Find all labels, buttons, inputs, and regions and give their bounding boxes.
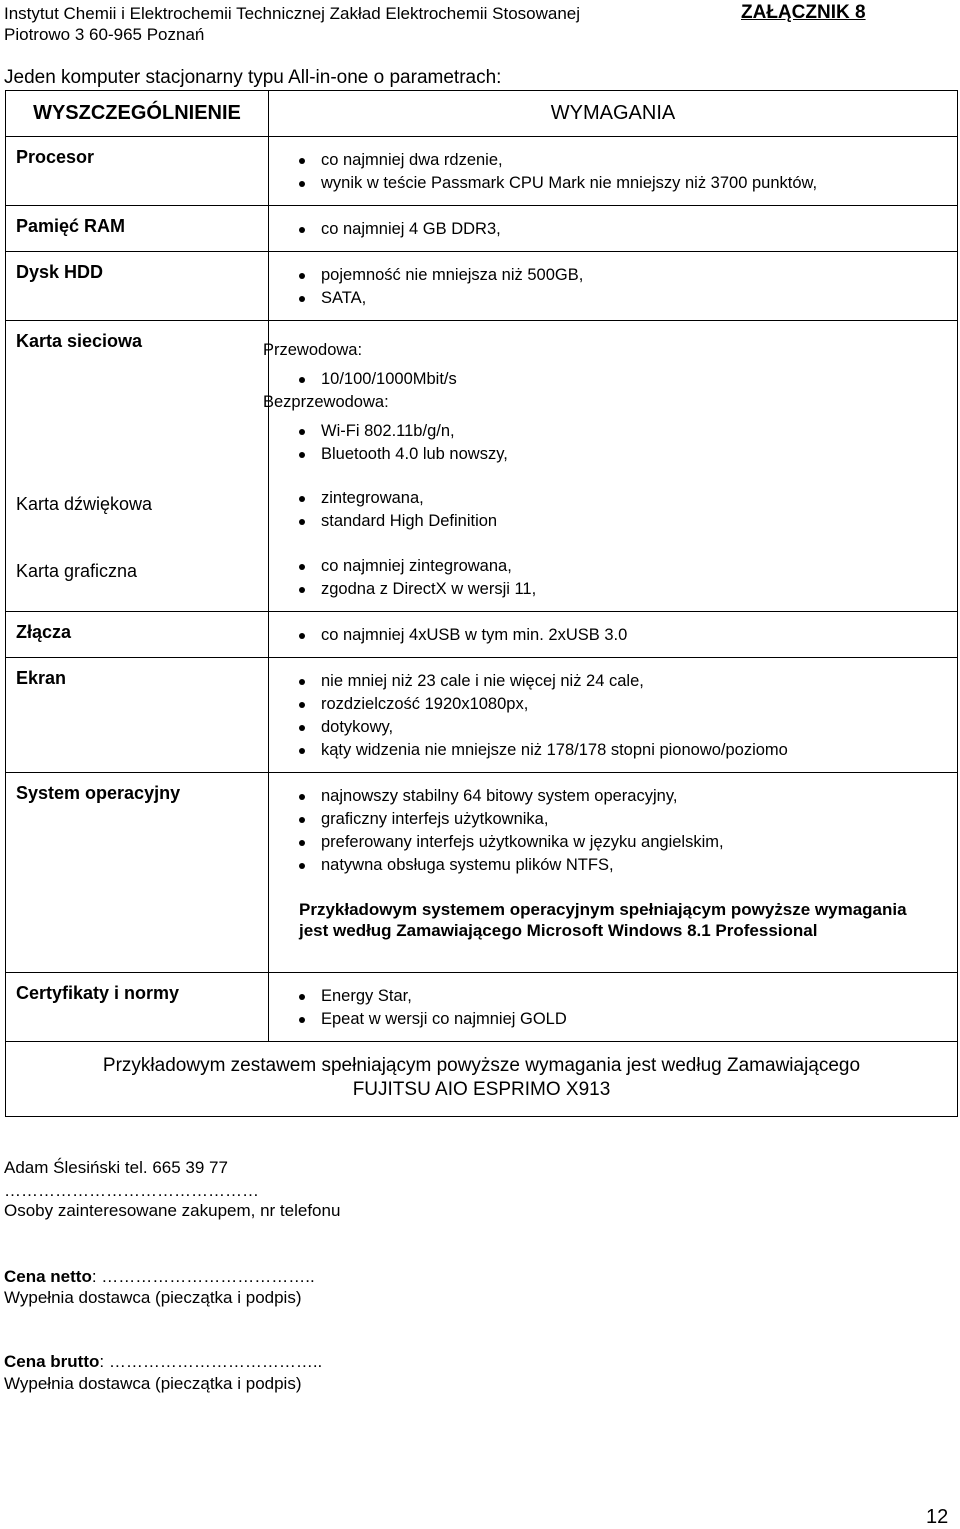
list-item: co najmniej 4 GB DDR3,	[269, 218, 957, 241]
row-value-screen	[269, 658, 958, 773]
net-label: Karta sieciowa	[16, 331, 143, 351]
row-label-ports: Złącza	[6, 612, 269, 658]
row-value-ports	[269, 612, 958, 658]
row-label-cpu: Procesor	[6, 137, 269, 206]
contact-person: Adam Ślesiński tel. 665 39 77	[4, 1158, 228, 1177]
gross-price-label: Cena brutto	[4, 1352, 100, 1371]
table-row	[6, 973, 958, 1042]
net-price-caption: Wypełnia dostawca (pieczątka i podpis)	[4, 1288, 302, 1307]
list-item: standard High Definition	[269, 510, 957, 533]
net-price-label: Cena netto	[4, 1267, 92, 1286]
list-item: Wi-Fi 802.11b/g/n,	[269, 420, 957, 443]
list-item: SATA,	[269, 287, 957, 310]
table-header-row	[6, 91, 958, 137]
row-value-os	[269, 773, 958, 973]
row-label-ram: Pamięć RAM	[6, 206, 269, 252]
row-label-net	[6, 321, 269, 612]
row-value-cpu	[269, 137, 958, 206]
list-item: rozdzielczość 1920x1080px,	[269, 693, 957, 716]
table-row	[6, 612, 958, 658]
annex-label: ZAŁĄCZNIK 8	[741, 2, 866, 23]
row-value-hdd	[269, 252, 958, 321]
list-item: natywna obsługa systemu plików NTFS,	[269, 854, 957, 877]
list-item: pojemność nie mniejsza niż 500GB,	[269, 264, 957, 287]
persons-caption: Osoby zainteresowane zakupem, nr telefonu	[4, 1201, 341, 1220]
row-label-screen: Ekran	[6, 658, 269, 773]
table-row	[6, 321, 958, 612]
table-row	[6, 773, 958, 973]
net-price-dots: : ………………………………..	[91, 1267, 315, 1286]
list-item: Bluetooth 4.0 lub nowszy,	[269, 443, 957, 466]
os-label: System operacyjny	[16, 783, 181, 803]
list-item: zintegrowana,	[269, 487, 957, 510]
net-price-line	[4, 1266, 315, 1287]
list-item: zgodna z DirectX w wersji 11,	[269, 578, 957, 601]
col-header-right: WYMAGANIA	[269, 91, 958, 137]
list-item: wynik w teście Passmark CPU Mark nie mniejszy niż 3700 punktów,	[269, 172, 957, 195]
table-row	[6, 658, 958, 773]
table-row	[6, 252, 958, 321]
row-label-gpu: Karta graficzna	[16, 561, 138, 581]
list-item: kąty widzenia nie mniejsze niż 178/178 stopni pionowo/poziomo	[269, 739, 957, 762]
list-item: najnowszy stabilny 64 bitowy system operacyjny,	[269, 785, 957, 808]
spec-table	[5, 90, 958, 1117]
row-value-ram	[269, 206, 958, 252]
list-item: co najmniej dwa rdzenie,	[269, 149, 957, 172]
row-label-hdd: Dysk HDD	[6, 252, 269, 321]
gross-price-line	[4, 1351, 322, 1372]
list-item: 10/100/1000Mbit/s	[269, 368, 957, 391]
table-row	[6, 206, 958, 252]
list-item: Epeat w wersji co najmniej GOLD	[269, 1008, 957, 1031]
table-summary-row	[6, 1042, 958, 1117]
row-label-sound: Karta dźwiękowa	[16, 494, 153, 514]
list-item: Energy Star,	[269, 985, 957, 1008]
summary-cell	[6, 1042, 958, 1117]
page-number: 12	[926, 1506, 949, 1528]
os-example-note: Przykładowym systemem operacyjnym spełniającym powyższe wymagania jest według Zamawiającego Microsoft Windows 8.1 Professional	[299, 900, 907, 940]
summary-line-2: FUJITSU AIO ESPRIMO X913	[352, 1079, 611, 1100]
list-item: co najmniej 4xUSB w tym min. 2xUSB 3.0	[269, 624, 957, 647]
row-label-cert: Certyfikaty i normy	[6, 973, 269, 1042]
institution-name: Instytut Chemii i Elektrochemii Technicznej Zakład Elektrochemii Stosowanej	[4, 4, 581, 23]
intro-text: Jeden komputer stacjonarny typu All-in-one o parametrach:	[4, 67, 502, 88]
list-item: preferowany interfejs użytkownika w języku angielskim,	[269, 831, 957, 854]
list-item: graficzny interfejs użytkownika,	[269, 808, 957, 831]
wired-label: Przewodowa:	[263, 341, 363, 359]
list-item: co najmniej zintegrowana,	[269, 555, 957, 578]
gross-price-dots: : ………………………………..	[99, 1352, 323, 1371]
row-label-os	[6, 773, 269, 973]
list-item: nie mniej niż 23 cale i nie więcej niż 24 cale,	[269, 670, 957, 693]
table-row	[6, 137, 958, 206]
dotted-line: ………………………………………	[4, 1181, 259, 1200]
institution-address: Piotrowo 3 60-965 Poznań	[4, 25, 205, 44]
row-value-cert	[269, 973, 958, 1042]
wireless-label: Bezprzewodowa:	[263, 393, 389, 411]
list-item: dotykowy,	[269, 716, 957, 739]
row-value-net	[263, 321, 958, 612]
summary-line-1: Przykładowym zestawem spełniającym powyższe wymagania jest według Zamawiającego	[102, 1055, 861, 1076]
col-header-left: WYSZCZEGÓLNIENIE	[6, 91, 269, 137]
gross-price-caption: Wypełnia dostawca (pieczątka i podpis)	[4, 1374, 302, 1393]
